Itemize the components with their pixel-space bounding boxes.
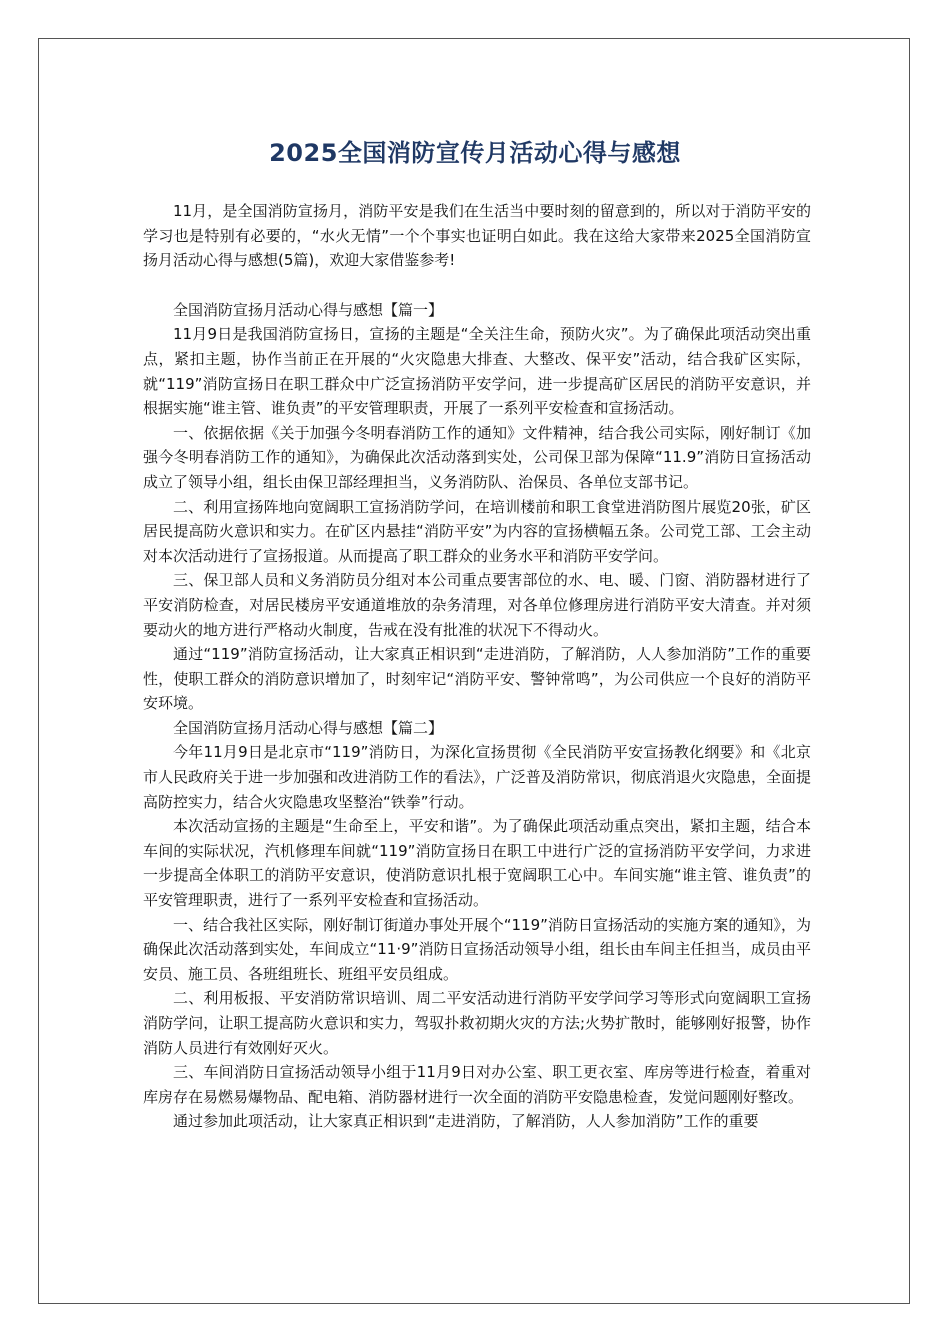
body-paragraph: 本次活动宣扬的主题是“生命至上，平安和谐”。为了确保此项活动重点突出，紧扣主题，结合本车间的实际状况，汽机修理车间就“119”消防宣扬日在职工中进行广泛的宣扬消防平安学问，力求进一步提高全体职工的消防平安意识，使消防意识扎根于宽阔职工心中。车间实施“谁主管、谁负责”的平安管理职责，进行了一系列平安检查和宣扬活动。 <box>143 817 811 910</box>
body-paragraph: 11月9日是我国消防宣扬日，宣扬的主题是“全关注生命，预防火灾”。为了确保此项活动突出重点，紧扣主题，协作当前正在开展的“火灾隐患大排查、大整改、保平安”活动，结合我矿区实际，就“119”消防宣扬日在职工群众中广泛宣扬消防平安学问，进一步提高矿区居民的消防平安意识，并根据实施“谁主管、谁负责”的平安管理职责，开展了一系列平安检查和宣扬活动。 <box>143 325 811 418</box>
body-paragraph: 今年11月9日是北京市“119”消防日，为深化宣扬贯彻《全民消防平安宣扬教化纲要》和《北京市人民政府关于进一步加强和改进消防工作的看法》，广泛普及消防常识，彻底消退火灾隐患，全面提高防控实力，结合火灾隐患攻坚整治“铁拳”行动。 <box>143 743 811 811</box>
body-paragraph: 三、车间消防日宣扬活动领导小组于11月9日对办公室、职工更衣室、库房等进行检查，着重对库房存在易燃易爆物品、配电箱、消防器材进行一次全面的消防平安隐患检查，发觉问题刚好整改。 <box>143 1063 811 1106</box>
body-paragraph: 通过“119”消防宣扬活动，让大家真正相识到“走进消防，了解消防，人人参加消防”工作的重要性，使职工群众的消防意识增加了，时刻牢记“消防平安、警钟常鸣”，为公司供应一个良好的消防平安环境。 <box>143 645 811 713</box>
body-paragraph: 二、利用宣扬阵地向宽阔职工宣扬消防学问，在培训楼前和职工食堂进消防图片展览20张，矿区居民提高防火意识和实力。在矿区内悬挂“消防平安”为内容的宣扬横幅五条。公司党工部、工会主动对本次活动进行了宣扬报道。从而提高了职工群众的业务水平和消防平安学问。 <box>143 497 811 565</box>
body-paragraph: 通过参加此项活动，让大家真正相识到“走进消防，了解消防，人人参加消防”工作的重要 <box>173 1112 759 1131</box>
intro-paragraph: 11月，是全国消防宣扬月，消防平安是我们在生活当中要时刻的留意到的，所以对于消防平安的学习也是特别有必要的，“水火无情”一个个事实也证明白如此。我在这给大家带来2025全国消防宣扬月活动心得与感想(5篇)，欢迎大家借鉴参考! <box>143 202 811 270</box>
document-title: 2025全国消防宣传月活动心得与感想 <box>269 139 681 167</box>
section-heading-1: 全国消防宣扬月活动心得与感想【篇一】 <box>173 300 444 319</box>
body-paragraph: 一、结合我社区实际，刚好制订街道办事处开展个“119”消防日宣扬活动的实施方案的通知》，为确保此次活动落到实处，车间成立“11·9”消防日宣扬活动领导小组，组长由车间主任担当，成员由平安员、施工员、各班组班长、班组平安员组成。 <box>143 915 811 983</box>
body-paragraph: 三、保卫部人员和义务消防员分组对本公司重点要害部位的水、电、暖、门窗、消防器材进行了平安消防检查，对居民楼房平安通道堆放的杂务清理，对各单位修理房进行消防平安大清查。并对须要动火的地方进行严格动火制度，告戒在没有批准的状况下不得动火。 <box>143 571 811 639</box>
body-paragraph: 二、利用板报、平安消防常识培训、周二平安活动进行消防平安学问学习等形式向宽阔职工宣扬消防学问，让职工提高防火意识和实力，驾驭扑救初期火灾的方法;火势扩散时，能够刚好报警，协作消防人员进行有效刚好灭火。 <box>143 989 811 1057</box>
body-paragraph: 一、依据依据《关于加强今冬明春消防工作的通知》文件精神，结合我公司实际，刚好制订《加强今冬明春消防工作的通知》，为确保此次活动落到实处，公司保卫部为保障“11.9”消防日宣扬活动成立了领导小组，组长由保卫部经理担当，义务消防队、治保员、各单位支部书记。 <box>143 423 811 491</box>
document-body <box>143 199 811 1134</box>
section-heading-2: 全国消防宣扬月活动心得与感想【篇二】 <box>173 718 444 737</box>
